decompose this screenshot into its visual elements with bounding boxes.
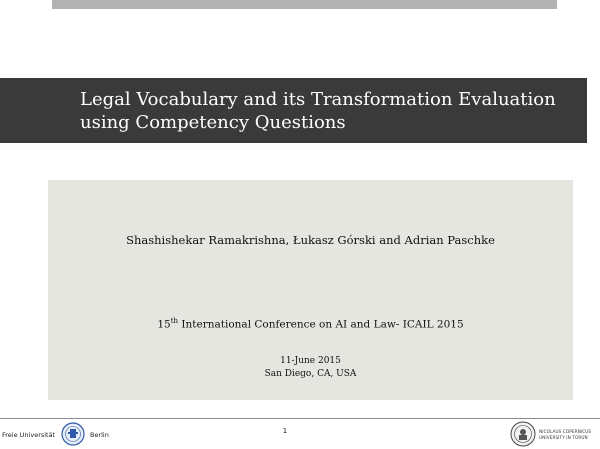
copernicus-university-logo	[510, 421, 598, 447]
fu-logo-right-text: Berlin	[90, 431, 109, 439]
ncu-logo-line-1: NICOLAUS COPERNICUS	[539, 429, 592, 434]
slide-title-line-2: using Competency Questions	[80, 112, 346, 133]
info-box	[48, 180, 573, 400]
ncu-seal-icon	[510, 421, 536, 447]
conference-ordinal: 15	[157, 318, 171, 331]
ncu-logo-line-2: UNIVERSITY IN TORUŃ	[539, 435, 588, 440]
event-date: 11-June 2015	[280, 356, 341, 366]
page-number: 1	[282, 427, 288, 435]
top-decorative-bar	[52, 0, 557, 9]
authors-line: Shashishekar Ramakrishna, Łukasz Górski and Adrian Paschke	[126, 233, 495, 247]
event-location: San Diego, CA, USA	[264, 369, 357, 379]
slide-title	[80, 88, 580, 134]
fu-seal-icon	[60, 422, 86, 446]
freie-universitat-logo	[2, 422, 112, 446]
conference-line	[48, 317, 573, 331]
conference-name: International Conference on AI and Law- ICAIL 2015	[178, 318, 464, 331]
slide-title-line-1: Legal Vocabulary and its Transformation Evaluation	[80, 89, 556, 110]
fu-logo-left-text: Freie Universität	[2, 431, 56, 439]
conference-ordinal-suffix: th	[170, 317, 179, 325]
footer-divider	[0, 418, 600, 419]
